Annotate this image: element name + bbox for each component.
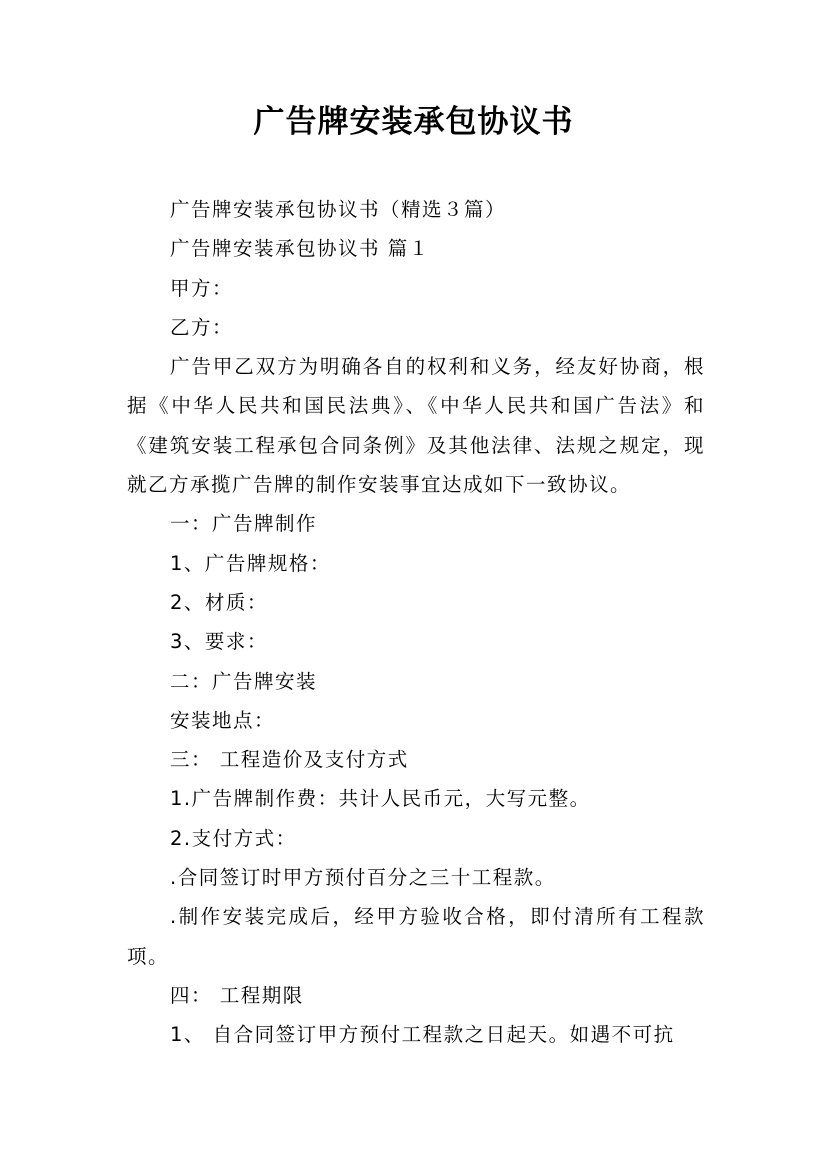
- paragraph-clause-3-heading: 三： 工程造价及支付方式: [170, 748, 409, 772]
- paragraph-clause-1-item-1: 1、广告牌规格：: [170, 551, 331, 575]
- paragraph-party-a: 甲方：: [170, 276, 234, 300]
- paragraph-clause-3-fee: 1.广告牌制作费：共计人民币元，大写元整。: [170, 787, 591, 811]
- paragraph-clause-1-item-2: 2、材质：: [170, 590, 268, 614]
- paragraph-preamble: 广告甲乙双方为明确各自的权利和义务，经友好协商，根据《中华人民共和国民法典》、《中华人民共和国广告法》和《建筑安装工程承包合同条例》及其他法律、法规之规定，现就乙方承揽广告牌的制作安装事宜达成如下一致协议。: [127, 355, 705, 497]
- paragraph-clause-2-location: 安装地点：: [170, 708, 276, 732]
- paragraph-subtitle: 广告牌安装承包协议书（精选３篇）: [170, 198, 507, 221]
- paragraph-clause-3-payment-b: .制作安装完成后，经甲方验收合格，即付清所有工程款项。: [127, 905, 705, 968]
- document-body: [127, 190, 705, 1055]
- paragraph-clause-3-payment-a: .合同签订时甲方预付百分之三十工程款。: [170, 866, 556, 890]
- paragraph-party-b: 乙方：: [170, 315, 234, 339]
- paragraph-clause-3-payment: 2.支付方式：: [170, 826, 297, 850]
- paragraph-clause-4-heading: 四： 工程期限: [170, 983, 304, 1007]
- paragraph-section-heading: 广告牌安装承包协议书 篇１: [170, 237, 430, 261]
- paragraph-clause-1-heading: 一：广告牌制作: [170, 512, 318, 536]
- document-title: 广告牌安装承包协议书: [253, 104, 574, 140]
- paragraph-clause-4-item-1: 1、 自合同签订甲方预付工程款之日起天。如遇不可抗: [170, 1023, 675, 1047]
- paragraph-clause-2-heading: 二：广告牌安装: [170, 669, 318, 693]
- paragraph-clause-1-item-3: 3、要求：: [170, 630, 268, 654]
